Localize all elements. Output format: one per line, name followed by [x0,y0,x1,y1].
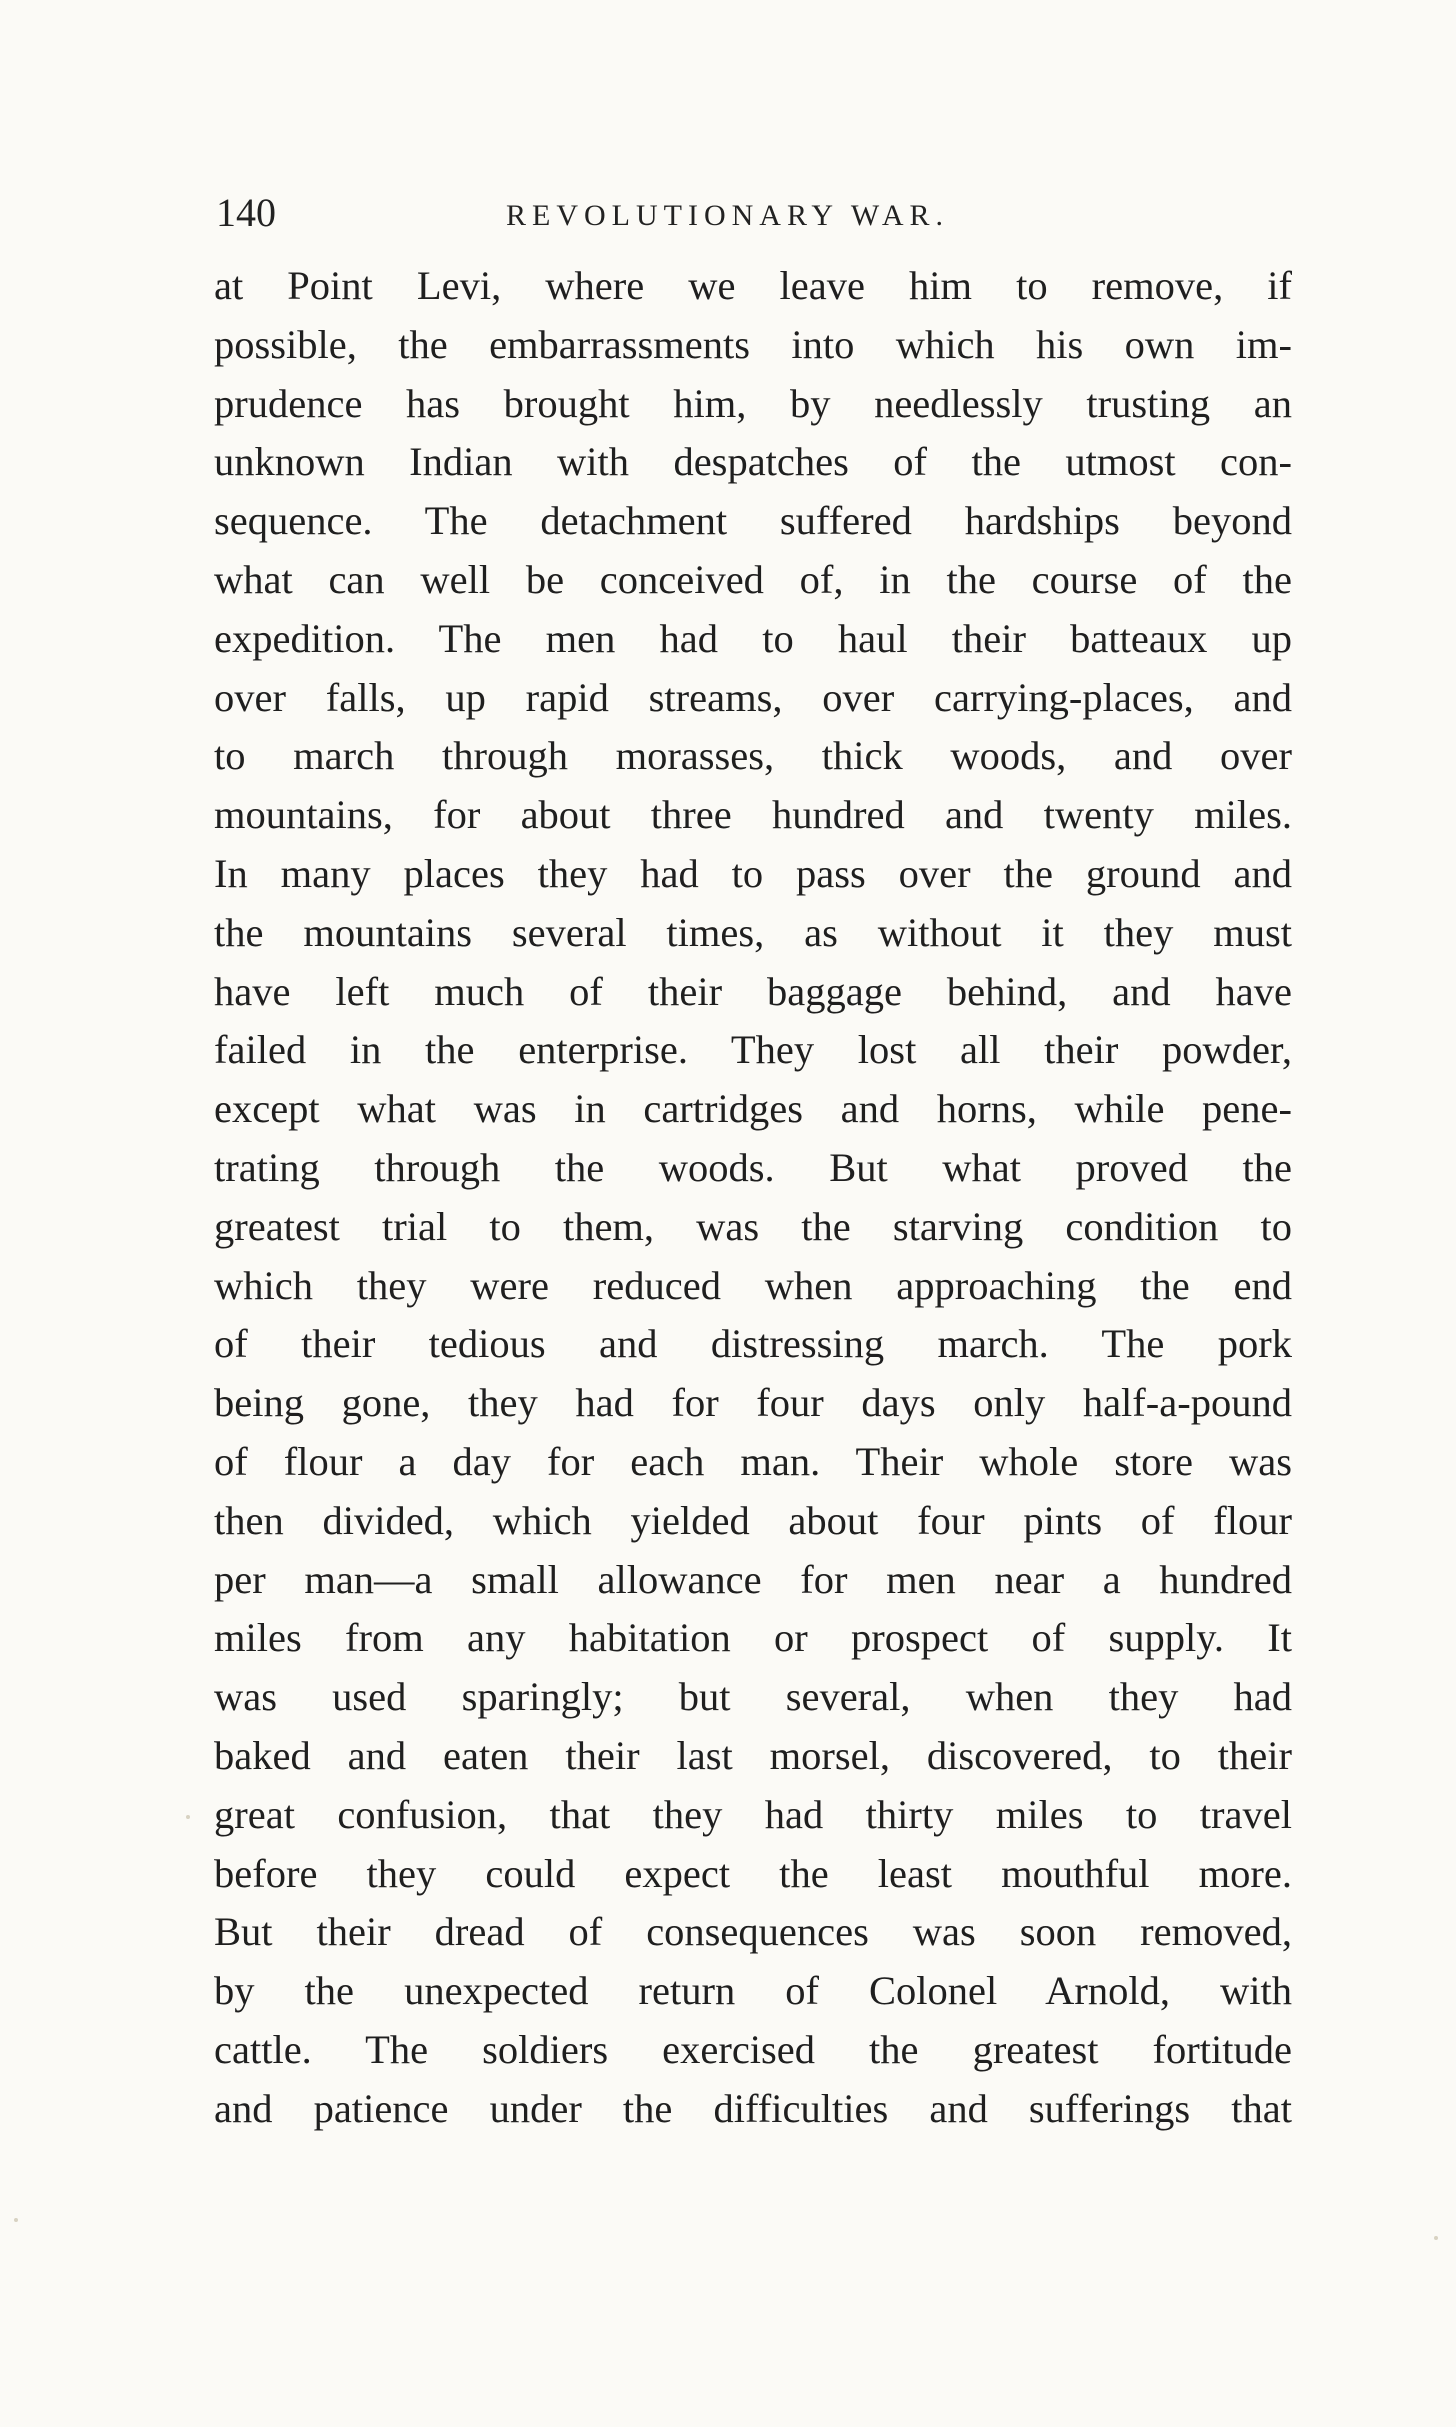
text-line: greatest trial to them, was the starving condition to [214,1203,1292,1249]
body-text [214,257,1292,2139]
text-line: great confusion, that they had thirty miles to travel [214,1791,1292,1837]
text-line: sequence. The detachment suffered hardships beyond [214,498,1292,544]
text-line: failed in the enterprise. They lost all their powder, [214,1027,1292,1073]
text-line: But their dread of consequences was soon removed, [214,1909,1292,1955]
paper-speck [186,1815,190,1819]
text-line: at Point Levi, where we leave him to remove, if [214,263,1292,308]
text-line: have left much of their baggage behind, and have [214,968,1292,1014]
text-line: mountains, for about three hundred and twenty miles. [214,792,1292,838]
text-line: per man—a small allowance for men near a hundred [214,1556,1292,1602]
text-line: of flour a day for each man. Their whole store was [214,1438,1292,1484]
text-line: was used sparingly; but several, when they had [214,1674,1292,1720]
text-line: then divided, which yielded about four pints of flour [214,1497,1292,1543]
text-line: expedition. The men had to haul their batteaux up [214,615,1292,661]
text-line: cattle. The soldiers exercised the greatest fortitude [214,2026,1292,2072]
text-line: miles from any habitation or prospect of supply. It [214,1615,1292,1661]
text-line: being gone, they had for four days only half-a-pound [214,1380,1292,1426]
text-line: before they could expect the least mouthful more. [214,1850,1292,1896]
text-line: which they were reduced when approaching the end [214,1262,1292,1308]
page-number: 140 [216,190,276,235]
text-line: In many places they had to pass over the ground and [214,850,1292,896]
text-line: what can well be conceived of, in the course of the [214,556,1292,602]
text-line: except what was in cartridges and horns, while pene- [214,1086,1292,1132]
running-head-title: REVOLUTIONARY WAR. [506,199,949,232]
text-line: unknown Indian with despatches of the utmost con- [214,439,1292,485]
text-line: prudence has brought him, by needlessly trusting an [214,380,1292,426]
running-head [216,186,1292,246]
text-line: possible, the embarrassments into which his own im- [214,321,1292,367]
text-line: of their tedious and distressing march. The pork [214,1321,1292,1367]
text-line: baked and eaten their last morsel, discovered, to their [214,1732,1292,1778]
text-line: trating through the woods. But what proved the [214,1144,1292,1190]
text-line: the mountains several times, as without it they must [214,909,1292,955]
text-line: and patience under the difficulties and sufferings that [214,2085,1292,2131]
paper-speck [1434,2236,1438,2240]
text-line: by the unexpected return of Colonel Arnold, with [214,1968,1292,2014]
paper-speck [14,2218,18,2222]
text-line: to march through morasses, thick woods, and over [214,733,1292,779]
text-line: over falls, up rapid streams, over carrying-places, and [214,674,1292,720]
